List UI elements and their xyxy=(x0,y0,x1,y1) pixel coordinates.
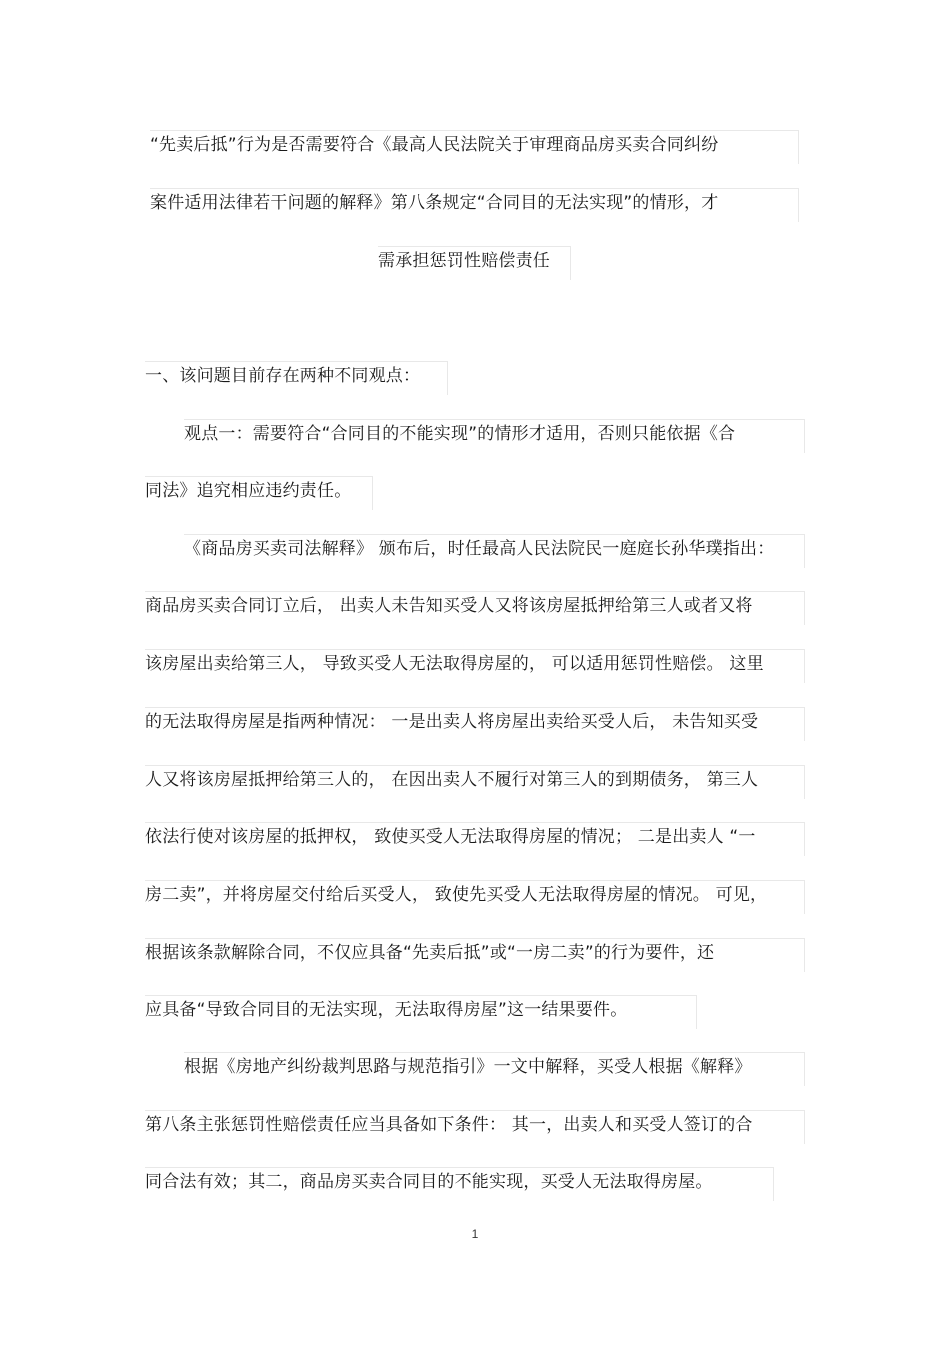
document-page: “先卖后抵”行为是否需要符合《最高人民法院关于审理商品房买卖合同纠纷 案件适用法律若干问题的解释》第八条规定“合同目的无法实现”的情形，才 需承担惩罚性赔偿责任 一、该问题目前存在两种不同观点： 观点一：需要符合“合同目的不能实现”的情形才适用，否则只能依据《合 同法》追究相应违约责任。 《商品房买卖司法解释》 颁布后，时任最高人民法院民一庭庭长孙华璞指出： 商品房买卖合同订立后， 出卖人未告知买受人又将该房屋抵押给第三人或者又将 该房屋出卖给第三人， 导致买受人无法取得房屋的， 可以适用惩罚性赔偿。 这里 的无法取得房屋是指两种情况： 一是出卖人将房屋出卖给买受人后， 未告知买受 人又将该房屋抵押给第三人的， 在因出卖人不履行对第三人的到期债务， 第三人 依法行使对该房屋的抵押权， 致使买受人无法取得房屋的情况； 二是出卖人 “一 房二卖”，并将房屋交付给后买受人， 致使先买受人无法取得房屋的情况。 可见， 根据该条款解除合同，不仅应具备“先卖后抵”或“一房二卖”的行为要件，还 应具备“导致合同目的无法实现，无法取得房屋”这一结果要件。 根据《房地产纠纷裁判思路与规范指引》一文中解释，买受人根据《解释》 第八条主张惩罚性赔偿责任应当具备如下条件： 其一，出卖人和买受人签订的合 同合法有效；其二，商品房买卖合同目的不能实现，买受人无法取得房屋。 1 xyxy=(0,0,950,1345)
page-number: 1 xyxy=(471,1227,479,1241)
